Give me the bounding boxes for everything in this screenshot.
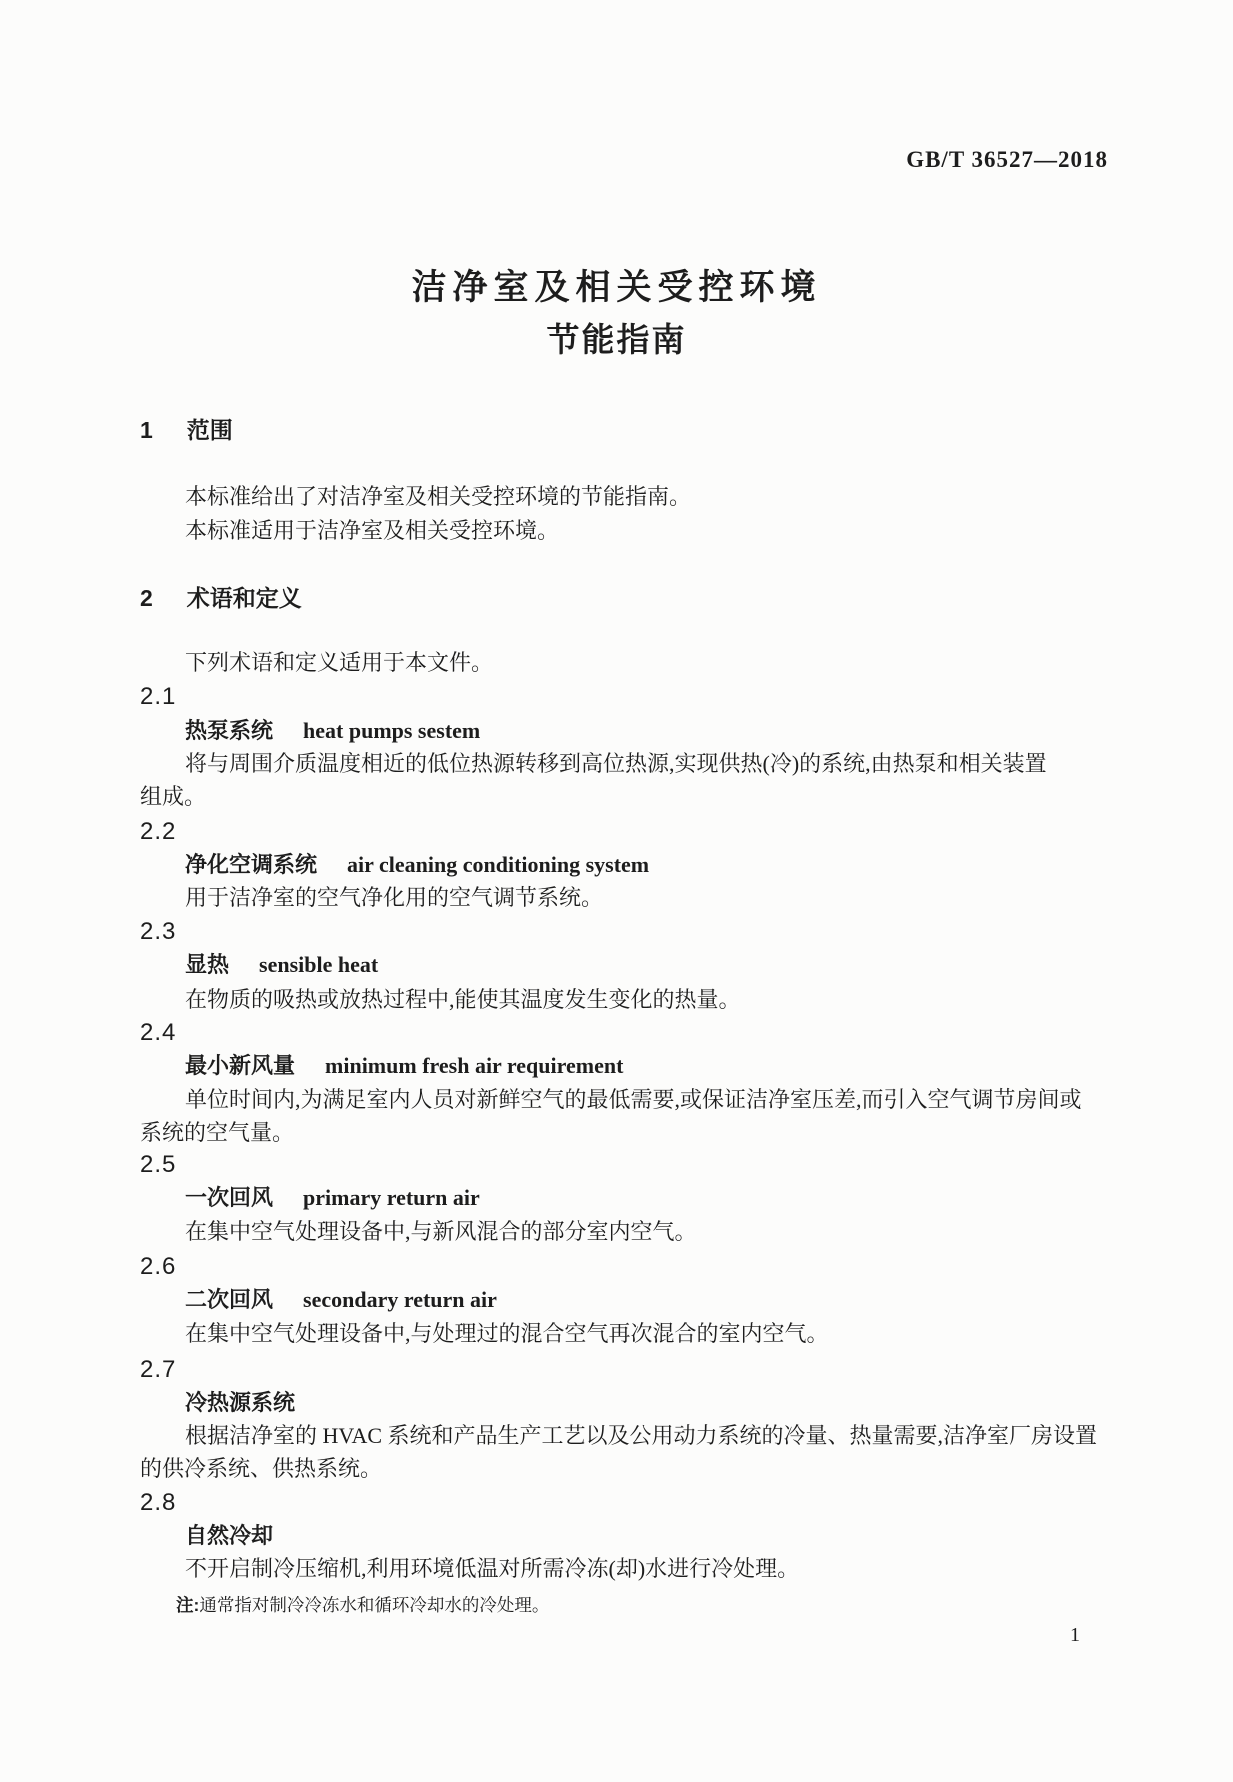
note-text: 通常指对制冷冷冻水和循环冷却水的冷处理。 xyxy=(199,1595,550,1615)
term-en: secondary return air xyxy=(303,1287,497,1312)
term-zh: 自然冷却 xyxy=(185,1523,274,1548)
definition-line: 将与周围介质温度相近的低位热源转移到高位热源,实现供热(冷)的系统,由热泵和相关装置 xyxy=(185,751,1047,776)
term-number: 2.5 xyxy=(140,1151,177,1178)
definition-line: 单位时间内,为满足室内人员对新鲜空气的最低需要,或保证洁净室压差,而引入空气调节房间或 xyxy=(185,1087,1082,1112)
term-zh: 净化空调系统 xyxy=(185,852,318,877)
term-number: 2.6 xyxy=(140,1253,177,1280)
standard-code: GB/T 36527—2018 xyxy=(906,147,1108,172)
term-heading xyxy=(185,1522,303,1550)
definition-line: 用于洁净室的空气净化用的空气调节系统。 xyxy=(185,885,604,910)
term-en: heat pumps sestem xyxy=(303,718,481,743)
term-heading xyxy=(185,951,378,979)
definition-line: 在物质的吸热或放热过程中,能使其温度发生变化的热量。 xyxy=(185,987,741,1012)
term-number: 2.7 xyxy=(140,1356,177,1383)
term-number: 2.8 xyxy=(140,1489,177,1516)
term-number: 2.2 xyxy=(140,818,177,845)
definition-line: 在集中空气处理设备中,与新风混合的部分室内空气。 xyxy=(185,1219,697,1244)
term-heading xyxy=(185,1389,325,1417)
section-2-number: 2 xyxy=(140,585,153,611)
section-1-title: 范围 xyxy=(186,417,233,443)
term-number: 2.1 xyxy=(140,683,177,710)
term-heading xyxy=(185,1184,480,1212)
term-heading xyxy=(185,851,649,879)
definition-line: 系统的空气量。 xyxy=(140,1120,295,1145)
section-1-number: 1 xyxy=(140,417,153,443)
term-heading xyxy=(185,717,480,745)
term-heading xyxy=(185,1052,623,1080)
term-number: 2.3 xyxy=(140,918,177,945)
term-zh: 二次回风 xyxy=(185,1287,274,1312)
term-en: sensible heat xyxy=(259,952,379,977)
term-en: primary return air xyxy=(303,1185,480,1210)
document-title-line2: 节能指南 xyxy=(546,321,687,358)
definition-line: 在集中空气处理设备中,与处理过的混合空气再次混合的室内空气。 xyxy=(185,1321,829,1346)
definition-line: 不开启制冷压缩机,利用环境低温对所需冷冻(却)水进行冷处理。 xyxy=(185,1556,800,1581)
term-en: air cleaning conditioning system xyxy=(347,852,650,877)
term-zh: 最小新风量 xyxy=(185,1053,296,1078)
definition-line: 根据洁净室的 HVAC 系统和产品生产工艺以及公用动力系统的冷量、热量需要,洁净室厂房设置 xyxy=(185,1423,1098,1448)
term-number: 2.4 xyxy=(140,1019,177,1046)
note-line xyxy=(176,1591,549,1619)
page-number: 1 xyxy=(1070,1624,1080,1646)
section-2-title: 术语和定义 xyxy=(186,585,302,611)
scope-paragraph-1: 本标准给出了对洁净室及相关受控环境的节能指南。 xyxy=(185,484,692,509)
term-en: minimum fresh air requirement xyxy=(325,1053,624,1078)
term-zh: 热泵系统 xyxy=(185,718,274,743)
term-zh: 显热 xyxy=(185,952,230,977)
document-title-line1: 洁净室及相关受控环境 xyxy=(411,268,822,307)
definition-line: 组成。 xyxy=(140,784,207,809)
scope-paragraph-2: 本标准适用于洁净室及相关受控环境。 xyxy=(185,518,560,543)
term-zh: 冷热源系统 xyxy=(185,1390,296,1415)
term-heading xyxy=(185,1286,497,1314)
note-label: 注: xyxy=(176,1595,200,1615)
section-1-heading xyxy=(140,416,233,444)
section-2-heading xyxy=(140,584,302,612)
terms-intro: 下列术语和定义适用于本文件。 xyxy=(185,650,494,675)
definition-line: 的供冷系统、供热系统。 xyxy=(140,1456,383,1481)
term-zh: 一次回风 xyxy=(185,1185,274,1210)
